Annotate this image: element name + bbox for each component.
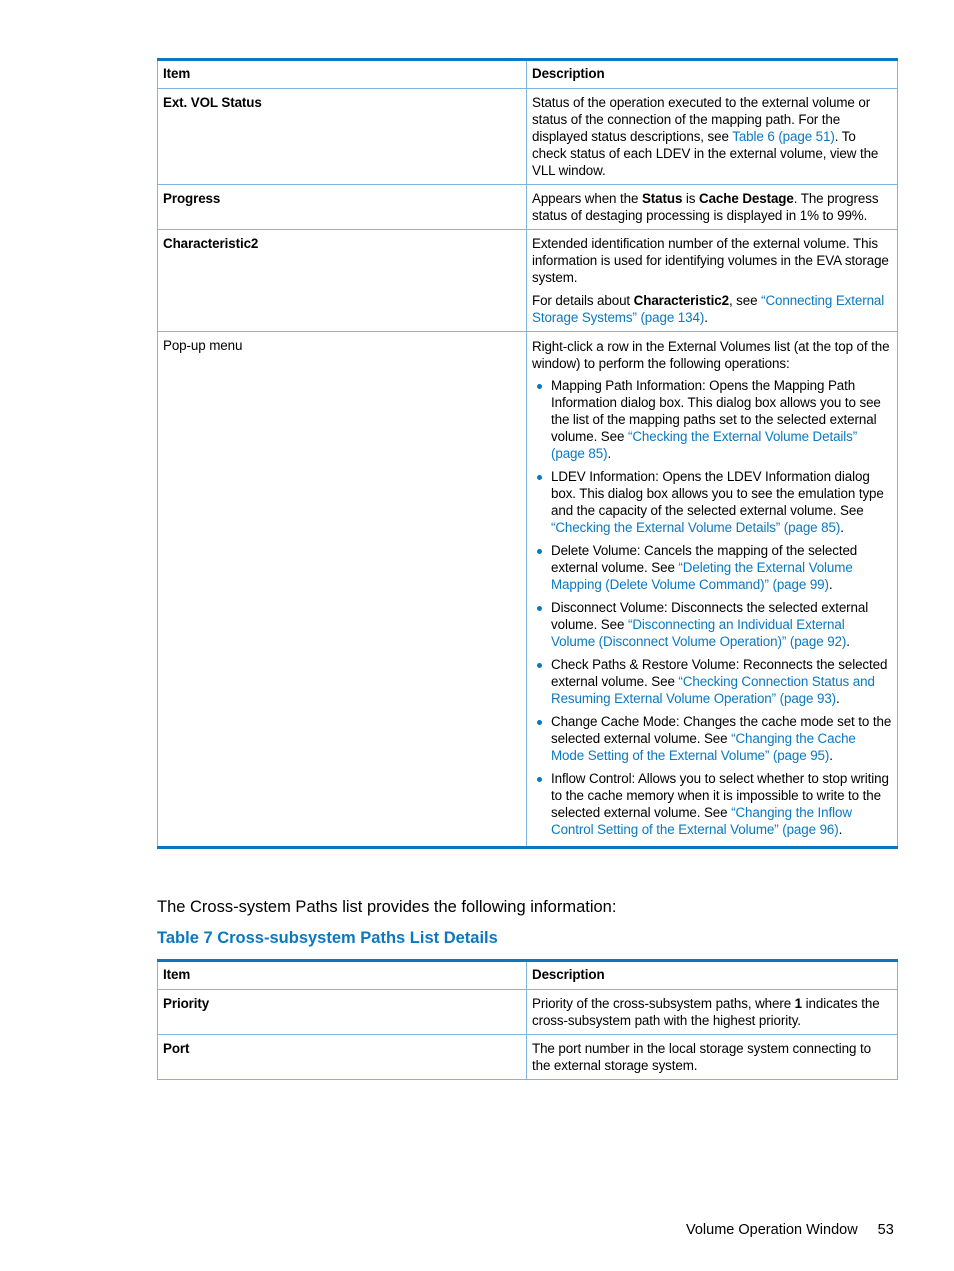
page-footer [686, 1222, 894, 1238]
description-text: . [704, 310, 708, 325]
list-item [551, 770, 892, 838]
table-header-row [158, 961, 898, 990]
header-description: Description [527, 60, 898, 89]
row-description [527, 990, 898, 1035]
list-item [551, 599, 892, 650]
cross-reference-link[interactable]: “Changing the Cache Mode Setting of the External Volume” (page 95) [551, 731, 856, 763]
priority-value: 1 [794, 996, 803, 1011]
cross-reference-link[interactable]: “Checking the External Volume Details” (page 85) [551, 429, 858, 461]
cross-reference-link[interactable]: “Checking Connection Status and Resuming External Volume Operation” (page 93) [551, 674, 875, 706]
description-text: . The progress status of destaging processing is displayed in 1% to 99%. [532, 191, 879, 223]
operations-list [532, 377, 892, 838]
row-item-port: Port [158, 1035, 527, 1080]
row-description: The port number in the local storage system connecting to the external storage system. [527, 1035, 898, 1080]
page-number: 53 [877, 1222, 894, 1238]
header-description: Description [527, 961, 898, 990]
description-text: . To check status of each LDEV in the external volume, view the VLL window. [532, 129, 879, 178]
list-item-text: . [828, 577, 833, 592]
list-item-text: . [829, 748, 833, 763]
cross-reference-link[interactable]: “Disconnecting an Individual External Volume (Disconnect Volume Operation)” (page 92) [551, 617, 847, 649]
cross-reference-link[interactable]: “Changing the Inflow Control Setting of the External Volume” (page 96) [551, 805, 852, 837]
list-item-text: LDEV Information: Opens the LDEV Information dialog box. This dialog box allows you to see the emulation type and the capacity of the selected external volume. See [551, 469, 884, 518]
table-row [158, 332, 898, 848]
row-item-progress: Progress [158, 185, 527, 230]
description-text: , see [728, 293, 762, 308]
description-text: is [682, 191, 700, 206]
description-text: For details about [532, 293, 634, 308]
row-item-ext-vol-status: Ext. VOL Status [158, 89, 527, 185]
characteristic2-term: Characteristic2 [633, 293, 729, 308]
list-item-text: . [838, 822, 843, 837]
list-item-text: . [836, 691, 840, 706]
row-description [527, 89, 898, 185]
description-paragraph: Right-click a row in the External Volumes list (at the top of the window) to perform the following operations: [532, 339, 890, 371]
list-item-text: . [846, 634, 850, 649]
list-item-text: Disconnect Volume: Disconnects the selected external volume. See [551, 600, 869, 632]
table-caption: Table 7 Cross-subsystem Paths List Details [157, 929, 498, 947]
description-paragraph: Extended identification number of the external volume. This information is used for identifying volumes in the EVA storage system. [532, 236, 889, 285]
row-item-priority: Priority [158, 990, 527, 1035]
description-paragraph [532, 292, 892, 326]
cross-subsystem-paths-table [157, 959, 898, 1080]
list-item [551, 542, 892, 593]
table-row [158, 185, 898, 230]
status-term: Status [641, 191, 683, 206]
row-item-characteristic2: Characteristic2 [158, 230, 527, 332]
description-text: indicates the cross-subsystem path with the highest priority. [532, 996, 880, 1028]
list-item [551, 377, 892, 462]
table-header-row [158, 60, 898, 89]
external-volumes-details-table [157, 58, 898, 849]
intro-paragraph: The Cross-system Paths list provides the following information: [157, 898, 617, 916]
list-item-text: Mapping Path Information: Opens the Mapping Path Information dialog box. This dialog box allows you to see the list of the mapping paths set to the selected external volume. See [551, 378, 881, 444]
list-item-text: . [607, 446, 612, 461]
cross-reference-link[interactable]: “Checking the External Volume Details” (page 85) [551, 520, 841, 535]
table-row [158, 1035, 898, 1080]
list-item-text: . [840, 520, 844, 535]
description-text: Status of the operation executed to the external volume or status of the connection of the mapping path. For the displayed status descriptions, see [532, 95, 871, 144]
header-item: Item [158, 961, 527, 990]
cross-reference-link[interactable]: “Deleting the External Volume Mapping (Delete Volume Command)” (page 99) [551, 560, 853, 592]
row-description [527, 230, 898, 332]
list-item [551, 468, 892, 536]
cache-destage-term: Cache Destage [699, 191, 794, 206]
row-description [527, 332, 898, 848]
list-item [551, 656, 892, 707]
table-row [158, 230, 898, 332]
footer-section-title: Volume Operation Window [686, 1222, 858, 1238]
row-description [527, 185, 898, 230]
list-item-text: Delete Volume: Cancels the mapping of the selected external volume. See [551, 543, 858, 575]
list-item-text: Inflow Control: Allows you to select whether to stop writing to the cache memory when it is impossible to write to the selected external volume. See [551, 771, 889, 820]
description-text: Appears when the [532, 191, 642, 206]
list-item-text: Change Cache Mode: Changes the cache mode set to the selected external volume. See [551, 714, 892, 746]
list-item-text: Check Paths & Restore Volume: Reconnects the selected external volume. See [551, 657, 888, 689]
table-row [158, 990, 898, 1035]
table-6-link[interactable]: Table 6 (page 51) [732, 129, 835, 144]
list-item [551, 713, 892, 764]
header-item: Item [158, 60, 527, 89]
table-row [158, 89, 898, 185]
description-text: Priority of the cross-subsystem paths, where [532, 996, 795, 1011]
connecting-external-storage-link[interactable]: “Connecting External Storage Systems” (page 134) [532, 293, 885, 325]
row-item-popup-menu: Pop-up menu [158, 332, 527, 848]
